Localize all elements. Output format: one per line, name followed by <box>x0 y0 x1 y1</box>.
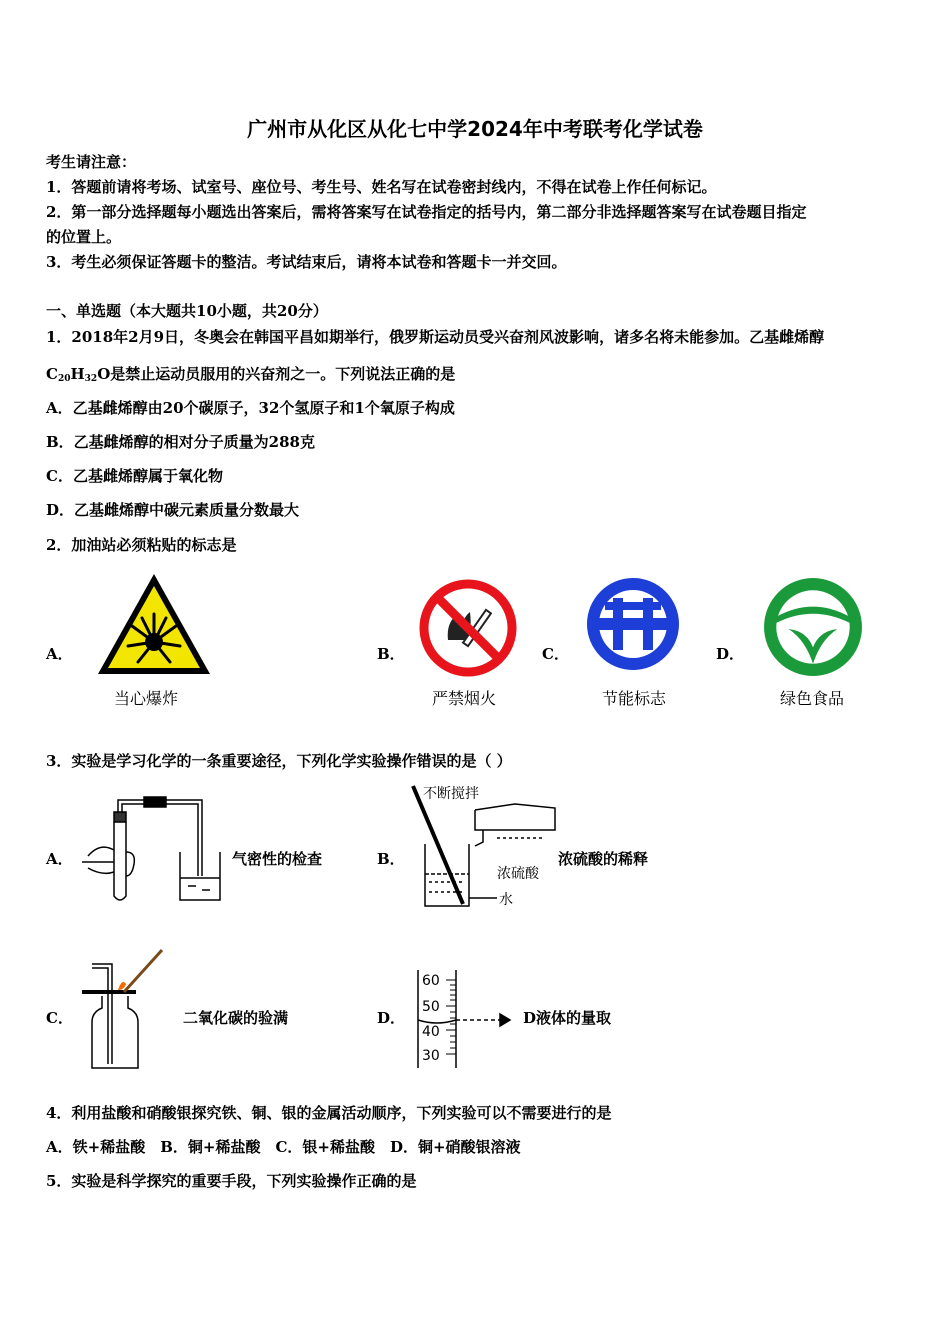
formula-h: H <box>70 365 85 383</box>
q2-label-d: D． <box>716 645 745 663</box>
explosion-warning-icon <box>94 570 214 680</box>
formula-c-sub: 20 <box>57 374 71 384</box>
q1-stem-line1: 1．2018年2月9日，冬奥会在韩国平昌如期举行，俄罗斯运动员受兴奋剂风波影响，诸多名将未能参加。乙基雌烯醇 <box>46 328 825 346</box>
q3-label-a: A． <box>46 850 73 868</box>
q5-stem: 5．实验是科学探究的重要手段，下列实验操作正确的是 <box>46 1172 417 1190</box>
acid-dilution-apparatus-icon <box>405 782 565 912</box>
graduated-cylinder-icon <box>414 968 524 1070</box>
formula-o: O <box>97 365 111 383</box>
q3-caption-c: 二氧化碳的验满 <box>183 1009 289 1027</box>
q3-label-c: C． <box>46 1009 73 1027</box>
section-heading: 一、单选题（本大题共10小题，共20分） <box>46 302 328 320</box>
energy-saving-icon <box>583 574 683 674</box>
q2-label-a: A． <box>46 645 73 663</box>
q3-label-b: B． <box>377 850 405 868</box>
q2-label-c: C． <box>542 645 569 663</box>
q4-options: A．铁+稀盐酸 B．铜+稀盐酸 C．银+稀盐酸 D．铜+硝酸银溶液 <box>46 1138 521 1156</box>
notice-item-2a: 2．第一部分选择题每小题选出答案后，需将答案写在试卷指定的括号内，第二部分非选择题答案写在试卷题目指定 <box>46 203 807 221</box>
q3-d-tick-40: 40 <box>422 1024 440 1040</box>
q2-caption-c: 节能标志 <box>602 689 667 708</box>
green-food-icon <box>762 576 864 678</box>
q4-stem: 4．利用盐酸和硝酸银探究铁、铜、银的金属活动顺序，下列实验可以不需要进行的是 <box>46 1104 612 1122</box>
q2-caption-d: 绿色食品 <box>780 689 845 708</box>
q1-option-b: B．乙基雌烯醇的相对分子质量为288克 <box>46 433 315 451</box>
no-fire-icon <box>418 578 518 678</box>
notice-item-3: 3．考生必须保证答题卡的整洁。考试结束后，请将本试卷和答题卡一并交回。 <box>46 253 567 271</box>
q1-stem2: 是禁止运动员服用的兴奋剂之一。下列说法正确的是 <box>110 365 456 383</box>
q1-option-c: C．乙基雌烯醇属于氧化物 <box>46 467 223 485</box>
q3-caption-b: 浓硫酸的稀释 <box>558 850 649 868</box>
q3-d-tick-30: 30 <box>422 1048 440 1064</box>
q3-d-tick-60: 60 <box>422 973 440 989</box>
formula-h-sub: 32 <box>84 374 98 384</box>
q1-option-d: D．乙基雌烯醇中碳元素质量分数最大 <box>46 501 300 519</box>
q2-caption-a: 当心爆炸 <box>114 689 179 708</box>
q1-option-a: A．乙基雌烯醇由20个碳原子，32个氢原子和1个氧原子构成 <box>46 399 455 417</box>
q3-caption-a: 气密性的检查 <box>232 850 323 868</box>
q3-caption-d: D液体的量取 <box>523 1009 612 1027</box>
notice-item-2b: 的位置上。 <box>46 228 122 246</box>
q2-label-b: B． <box>377 645 405 663</box>
formula-c: C <box>46 365 58 383</box>
q2-stem: 2．加油站必须粘贴的标志是 <box>46 536 237 554</box>
notice-item-1: 1．答题前请将考场、试室号、座位号、考生号、姓名写在试卷密封线内，不得在试卷上作任何标记。 <box>46 178 717 196</box>
q2-caption-b: 严禁烟火 <box>432 689 497 708</box>
q3-d-tick-50: 50 <box>422 999 440 1015</box>
q3-label-d: D． <box>377 1009 406 1027</box>
q3-b-acid-label: 浓硫酸 <box>497 866 539 882</box>
co2-check-apparatus-icon <box>82 946 172 1072</box>
page-title: 广州市从化区从化七中学2024年中考联考化学试卷 <box>247 117 703 141</box>
q3-b-water-label: 水 <box>499 892 513 908</box>
q1-stem-line2 <box>46 364 455 389</box>
airtightness-apparatus-icon <box>80 796 230 906</box>
q3-stem: 3．实验是学习化学的一条重要途径，下列化学实验操作错误的是（ ） <box>46 752 512 770</box>
notice-heading: 考生请注意： <box>46 153 137 171</box>
q3-b-stir-label: 不断搅拌 <box>423 786 479 802</box>
